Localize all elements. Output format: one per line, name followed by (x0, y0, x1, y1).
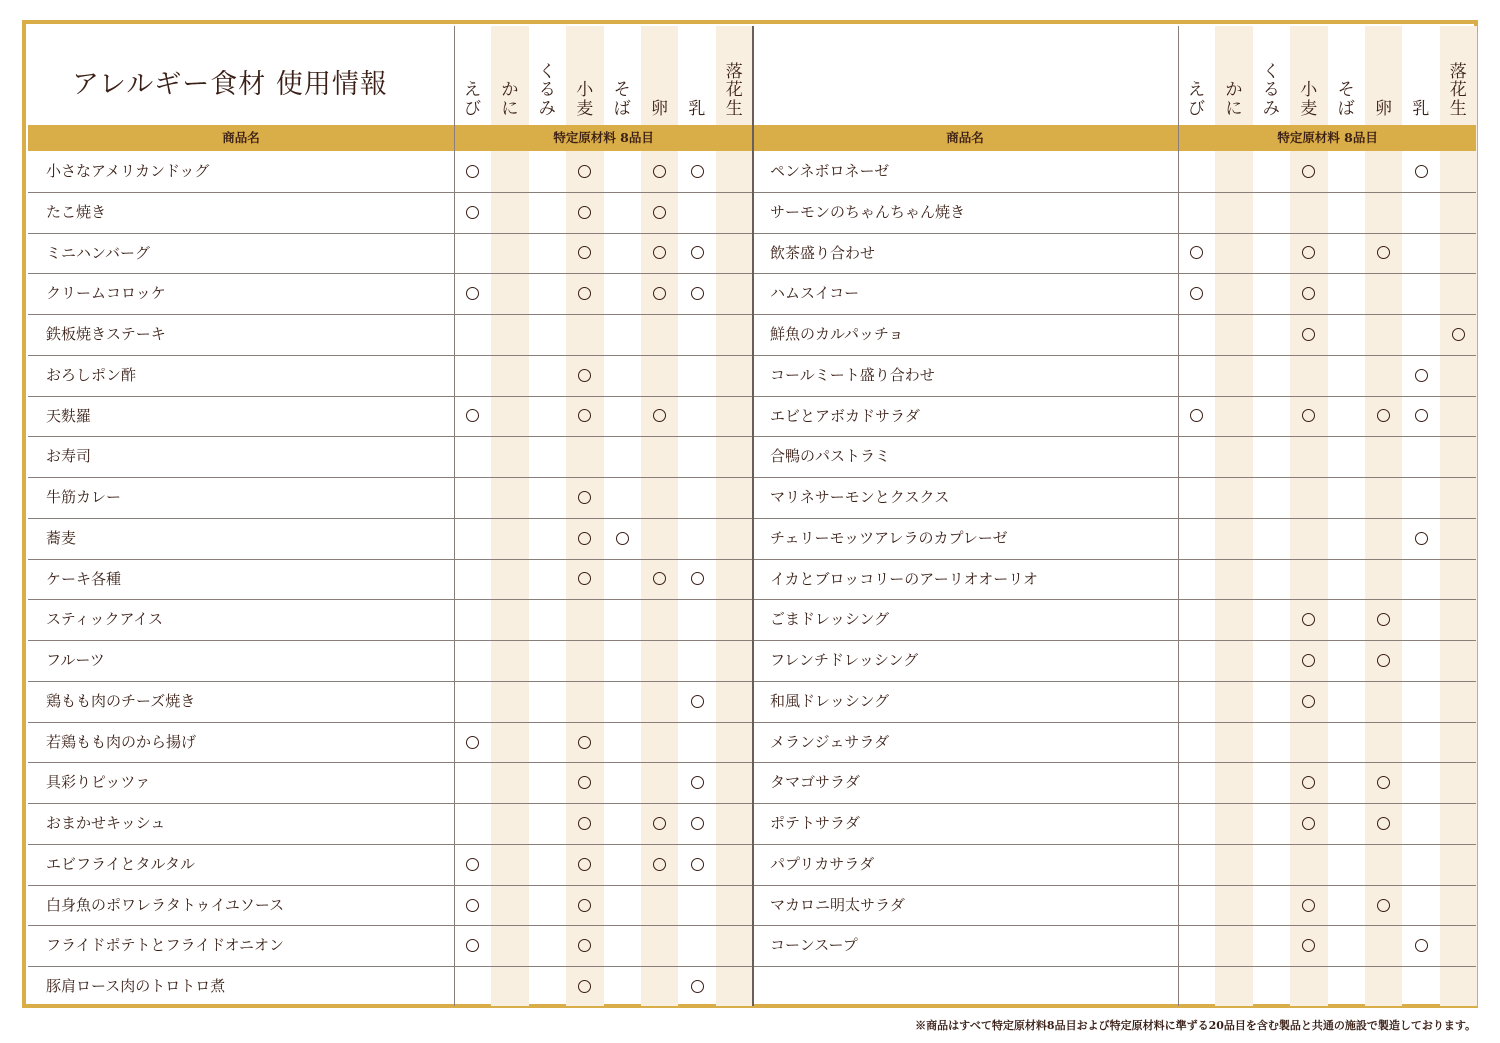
product-name: 飲茶盛り合わせ (770, 243, 876, 262)
allergen-mark (466, 939, 479, 952)
allergen-mark (466, 165, 479, 178)
allergen-mark (691, 980, 704, 993)
allergen-mark (466, 736, 479, 749)
allergen-header-2: か に (501, 80, 519, 119)
product-name: 合鴨のパストラミ (770, 447, 891, 466)
product-name: 具彩りピッツァ (46, 773, 151, 792)
product-name: 白身魚のポワレラタトゥイユソース (46, 895, 285, 914)
allergen-mark (1190, 246, 1203, 259)
allergen-mark (691, 165, 704, 178)
product-name: 豚肩ロース肉のトロトロ煮 (46, 977, 226, 996)
column-stripe (1440, 26, 1477, 1006)
allergen-header-4: 小 麦 (576, 80, 594, 119)
product-name: マリネサーモンとクスクス (770, 488, 950, 507)
allergen-mark (691, 776, 704, 789)
allergen-mark (691, 817, 704, 830)
product-name: タマゴサラダ (770, 773, 860, 792)
product-name: エビフライとタルタル (46, 854, 195, 873)
product-name: ポテトサラダ (770, 814, 860, 833)
product-name: おろしポン酢 (46, 365, 137, 384)
allergen-mark (1302, 899, 1315, 912)
allergen-mark (466, 287, 479, 300)
product-name: お寿司 (46, 447, 92, 466)
allergen-header-6: 卵 (651, 98, 668, 119)
allergen-mark (616, 532, 629, 545)
product-name: 蕎麦 (46, 528, 77, 547)
allergen-mark (1415, 939, 1428, 952)
product-name-header: 商品名 (222, 130, 260, 145)
allergen-mark (1377, 899, 1390, 912)
product-name: ケーキ各種 (46, 569, 122, 588)
allergen-header-5: そ ば (1337, 80, 1355, 119)
allergen-mark (1190, 409, 1203, 422)
product-name: メランジェサラダ (770, 732, 890, 751)
allergen-mark (1415, 532, 1428, 545)
product-name: チェリーモッツアレラのカプレーゼ (770, 528, 1008, 547)
product-name: コールミート盛り合わせ (770, 365, 935, 384)
allergen-mark (691, 246, 704, 259)
product-name: おまかせキッシュ (46, 814, 166, 833)
allergen-header-7: 乳 (1412, 98, 1430, 119)
allergen-mark (466, 858, 479, 871)
product-name-header: 商品名 (946, 130, 984, 145)
allergen-mark (691, 695, 704, 708)
allergen-group-header: 特定原材料 8品目 (1277, 130, 1378, 145)
product-name: たこ焼き (46, 202, 107, 221)
allergen-header-8: 落 花 生 (1449, 61, 1467, 119)
product-name: 鉄板焼きステーキ (46, 325, 166, 344)
allergen-mark (466, 206, 479, 219)
allergen-header-1: え び (1188, 80, 1205, 119)
allergen-mark (691, 572, 704, 585)
product-name: 鮮魚のカルパッチョ (770, 325, 904, 344)
allergen-mark (578, 899, 591, 912)
product-name: 天麩羅 (46, 406, 92, 425)
allergen-table-frame (22, 20, 1478, 1008)
product-name: ハムスイコー (770, 284, 860, 303)
product-name: エビとアボカドサラダ (770, 406, 920, 425)
column-stripe (1365, 26, 1402, 1006)
allergen-mark (1415, 165, 1428, 178)
product-name: 鶏もも肉のチーズ焼き (46, 691, 196, 710)
allergen-header-3: く る み (538, 61, 556, 119)
product-name: 牛筋カレー (46, 488, 122, 507)
product-name: ペンネボロネーゼ (770, 162, 890, 180)
product-name: 和風ドレッシング (770, 691, 890, 710)
product-name: 若鶏もも肉のから揚げ (46, 732, 197, 751)
product-name: コーンスープ (770, 936, 858, 955)
allergen-mark (653, 858, 666, 871)
product-name: フライドポテトとフライドオニオン (46, 936, 285, 955)
allergen-mark (653, 206, 666, 219)
panel-divider (752, 26, 754, 1006)
product-name: フルーツ (46, 651, 105, 670)
allergen-mark (1452, 328, 1465, 341)
page-title: アレルギー食材 使用情報 (72, 69, 388, 100)
allergen-mark (466, 409, 479, 422)
allergen-mark (691, 858, 704, 871)
allergen-group-header: 特定原材料 8品目 (553, 130, 654, 145)
allergen-header-7: 乳 (688, 98, 706, 119)
allergen-mark (578, 736, 591, 749)
product-name: サーモンのちゃんちゃん焼き (770, 202, 966, 221)
product-name: パプリカサラダ (770, 854, 875, 873)
column-divider (1178, 26, 1179, 1006)
product-name: イカとブロッコリーのアーリオオーリオ (770, 569, 1039, 588)
allergen-mark (1190, 287, 1203, 300)
product-name: ミニハンバーグ (46, 243, 150, 262)
column-stripe (716, 26, 753, 1006)
allergen-mark (578, 206, 591, 219)
allergen-header-2: か に (1225, 80, 1243, 119)
allergen-mark (653, 165, 666, 178)
product-name: クリームコロッケ (46, 284, 166, 303)
product-name: スティックアイス (46, 610, 164, 629)
product-name: ごまドレッシング (770, 610, 890, 629)
product-name: 小さなアメリカンドッグ (46, 162, 210, 180)
column-stripe (1215, 26, 1252, 1006)
allergen-mark (1415, 369, 1428, 382)
allergen-mark (466, 899, 479, 912)
column-stripe (491, 26, 528, 1006)
column-divider (454, 26, 455, 1006)
allergen-header-5: そ ば (613, 80, 631, 119)
allergen-header-8: 落 花 生 (725, 61, 743, 119)
allergen-mark (578, 369, 591, 382)
allergen-header-1: え び (464, 80, 481, 119)
allergen-mark (1415, 409, 1428, 422)
product-name: マカロニ明太サラダ (770, 895, 905, 914)
allergen-table (28, 26, 1476, 1006)
allergen-header-6: 卵 (1375, 98, 1392, 119)
product-name: フレンチドレッシング (770, 651, 919, 670)
footnote: ※商品はすべて特定原材料8品目および特定原材料に準ずる20品目を含む製品と共通の施設で製造しております。 (915, 1019, 1476, 1032)
allergen-header-3: く る み (1262, 61, 1280, 119)
allergen-header-4: 小 麦 (1300, 80, 1318, 119)
allergen-mark (691, 287, 704, 300)
